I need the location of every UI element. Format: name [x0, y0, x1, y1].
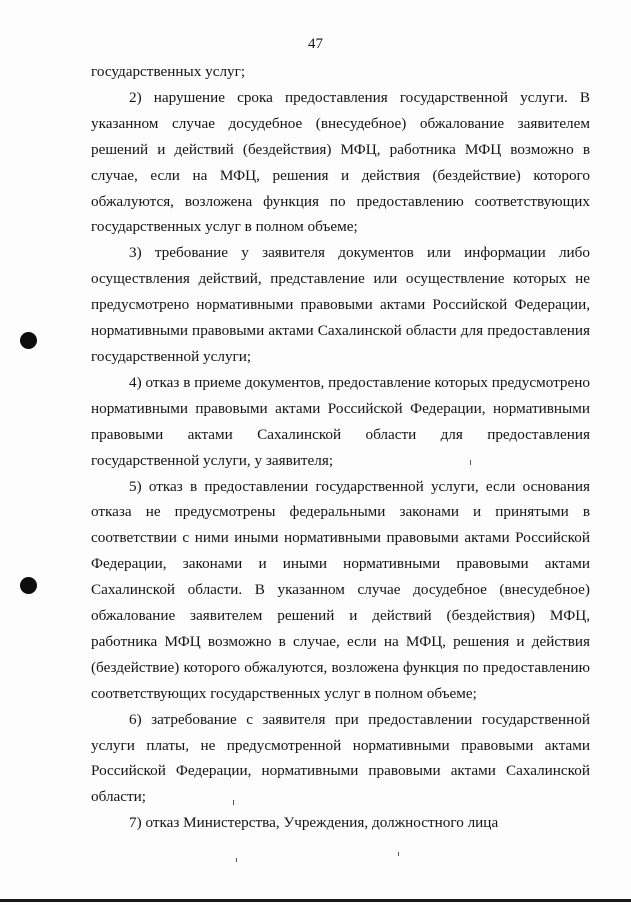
binder-hole-top	[20, 332, 37, 349]
scan-speck	[398, 852, 399, 856]
scan-speck	[236, 858, 237, 862]
body-text	[91, 59, 590, 836]
paragraph-item-2: 2) нарушение срока предоставления государственной услуги. В указанном случае досудебное (внесудебное) обжалование заявителем решений и действий (бездействия) МФЦ, работника МФЦ возможно в случае, если на МФЦ, решения и действия (бездействие) которого обжалуются, возложена функция по предоставлению соответствующих государственных услуг в полном объеме;	[91, 88, 590, 236]
scan-speck	[470, 460, 471, 465]
paragraph-item-3: 3) требование у заявителя документов или информации либо осуществления действий, представление или осуществление которых не предусмотрено нормативными правовыми актами Российской Федерации, нормативными правовыми актами Сахалинской области для предоставления государственной услуги;	[91, 244, 590, 365]
page-number: 47	[308, 36, 323, 52]
scan-speck	[233, 800, 234, 805]
paragraph-continuation: государственных услуг;	[91, 63, 246, 80]
paragraph-item-7: 7) отказ Министерства, Учреждения, должностного лица	[129, 814, 499, 832]
paragraph-item-5: 5) отказ в предоставлении государственной услуги, если основания отказа не предусмотрены федеральными законами и принятыми в соответствии с ними иными нормативными правовыми актами Российской Федерации, законами и иными нормативными правовыми актами Сахалинской области. В указанном случае досудебное (внесудебное) обжалование заявителем решений и действий (бездействия) МФЦ, работника МФЦ возможно в случае, если на МФЦ, решения и действия (бездействие) которого обжалуются, возложена функция по предоставлению соответствующих государственных услуг в полном объеме;	[91, 477, 590, 702]
paragraph-item-6: 6) затребование с заявителя при предоставлении государственной услуги платы, не предусмотренной нормативными правовыми актами Российской Федерации, нормативными правовыми актами Сахалинской области;	[91, 710, 590, 806]
paragraph-item-4: 4) отказ в приеме документов, предоставление которых предусмотрено нормативными правовыми актами Российской Федерации, нормативными правовыми актами Сахалинской области для предоставления государственной услуги, у заявителя;	[91, 373, 590, 469]
binder-hole-bottom	[20, 577, 37, 594]
scan-bottom-edge	[0, 899, 631, 902]
